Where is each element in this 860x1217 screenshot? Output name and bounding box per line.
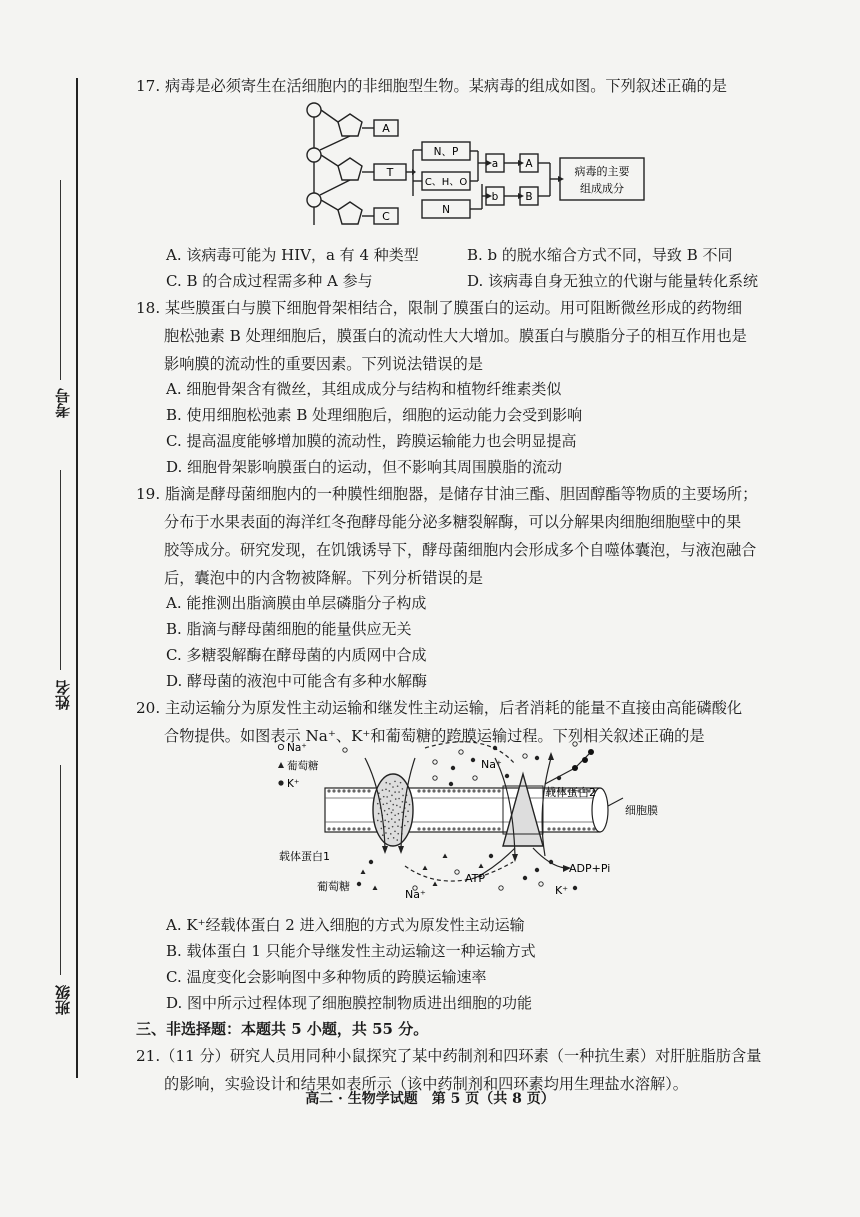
q18-option-c[interactable]: C. 提高温度能够增加膜的流动性，跨膜运输能力也会明显提高	[166, 432, 577, 450]
small-b-label: b	[491, 191, 499, 203]
side-label-kaohao: 考号	[54, 388, 72, 418]
big-b-label: B	[525, 191, 533, 203]
virus-composition-diagram	[300, 100, 660, 235]
q18-option-a[interactable]: A. 细胞骨架含有微丝，其组成成分与结构和植物纤维素类似	[166, 380, 562, 398]
element-n-label: N	[442, 204, 450, 216]
label-membrane: 细胞膜	[625, 804, 658, 817]
q20-option-d[interactable]: D. 图中所示过程体现了细胞膜控制物质进出细胞的功能	[166, 994, 533, 1012]
base-t-label: T	[386, 166, 394, 179]
q19-option-a[interactable]: A. 能推测出脂滴膜由单层磷脂分子构成	[166, 594, 427, 612]
base-a-label: A	[382, 122, 390, 135]
side-rule-xingming	[60, 470, 61, 670]
label-glucose-bottom: 葡萄糖	[317, 880, 350, 893]
question-20-stem: 20. 主动运输分为原发性主动运输和继发性主动运输，后者消耗的能量不直接由高能磷酸化 合物提供。如图表示 Na⁺、K⁺和葡萄糖的跨膜运输过程。下列相关叙述正确的是	[136, 699, 743, 745]
element-cho-label: C、H、O	[424, 177, 468, 188]
q19-option-c[interactable]: C. 多糖裂解酶在酵母菌的内质网中合成	[166, 646, 427, 664]
label-carrier2: 载体蛋白2	[545, 786, 596, 799]
element-np-label: N、P	[433, 146, 459, 158]
q20-option-c[interactable]: C. 温度变化会影响图中多种物质的跨膜运输速率	[166, 968, 487, 986]
question-21-stem: 21.（11 分）研究人员用同种小鼠探究了某中药制剂和四环素（一种抗生素）对肝脏脂肪含量 的影响，实验设计和结果如表所示（该中药制剂和四环素均用生理盐水溶解）。	[136, 1047, 762, 1093]
base-c-label: C	[382, 210, 390, 223]
question-19-stem: 19. 脂滴是酵母菌细胞内的一种膜性细胞器，是储存甘油三酯、胆固醇酯等物质的主要场所； 分布于水果表面的海洋红冬孢酵母能分泌多糖裂解酶，可以分解果肉细胞细胞壁中的果 胶等成分。研究发现，在饥饿诱导下，酵母菌细胞内会形成多个自噬体囊泡，与液泡融合 后，囊泡中的内含物被降解。下列分析错误的是	[136, 485, 758, 587]
q18-option-d[interactable]: D. 细胞骨架影响膜蛋白的运动，但不影响其周围膜脂的流动	[166, 458, 563, 476]
section-3-heading: 三、非选择题：本题共 5 小题，共 55 分。	[136, 1020, 429, 1038]
q19-option-d[interactable]: D. 酵母菌的液泡中可能含有多种水解酶	[166, 672, 428, 690]
q20-option-b[interactable]: B. 载体蛋白 1 只能介导继发性主动运输这一种运输方式	[166, 942, 536, 960]
label-k-bottom: K⁺	[555, 884, 569, 897]
label-na-bottom: Na⁺	[405, 888, 426, 901]
page-footer: 高二 · 生物学试题 第 5 页（共 8 页）	[305, 1091, 555, 1107]
small-a-label: a	[491, 158, 499, 170]
label-carrier1: 载体蛋白1	[279, 850, 330, 863]
q20-option-a[interactable]: A. K⁺经载体蛋白 2 进入细胞的方式为原发性主动运输	[166, 916, 525, 934]
q18-option-b[interactable]: B. 使用细胞松弛素 B 处理细胞后，细胞的运动能力会受到影响	[166, 406, 583, 424]
question-18-stem: 18. 某些膜蛋白与膜下细胞骨架相结合，限制了膜蛋白的运动。用可阻断微丝形成的药物细 胞松弛素 B 处理细胞后，膜蛋白的流动性大大增加。膜蛋白与膜脂分子的相互作用也是 影响膜的流动性的重要因素。下列说法错误的是	[136, 299, 747, 373]
question-17-stem: 17. 病毒是必须寄生在活细胞内的非细胞型生物。某病毒的组成如图。下列叙述正确的是	[136, 77, 727, 95]
result-line1: 病毒的主要	[574, 165, 630, 178]
q17-option-d[interactable]: D. 该病毒自身无独立的代谢与能量转化系统	[467, 272, 759, 290]
big-a-label: A	[525, 158, 533, 170]
q17-option-a[interactable]: A. 该病毒可能为 HIV，a 有 4 种类型	[166, 246, 419, 264]
q19-option-b[interactable]: B. 脂滴与酵母菌细胞的能量供应无关	[166, 620, 412, 638]
side-label-xingming: 姓名	[54, 680, 72, 710]
legend-glucose: 葡萄糖	[287, 760, 319, 772]
legend-k: K⁺	[287, 778, 300, 790]
q17-option-b[interactable]: B. b 的脱水缩合方式不同，导致 B 不同	[467, 246, 733, 264]
side-rule-kaohao	[60, 180, 61, 380]
label-na-top: Na⁺	[481, 758, 502, 771]
side-rule-banji	[60, 765, 61, 975]
binding-line	[76, 78, 78, 1078]
side-label-banji: 班级	[54, 985, 72, 1015]
result-line2: 组成成分	[580, 182, 624, 195]
label-atp: ATP	[465, 872, 486, 885]
label-adp: ADP+Pi	[569, 862, 611, 875]
q17-option-c[interactable]: C. B 的合成过程需多种 A 参与	[166, 272, 373, 290]
membrane-transport-diagram	[275, 738, 675, 906]
legend-na: Na⁺	[287, 742, 307, 754]
